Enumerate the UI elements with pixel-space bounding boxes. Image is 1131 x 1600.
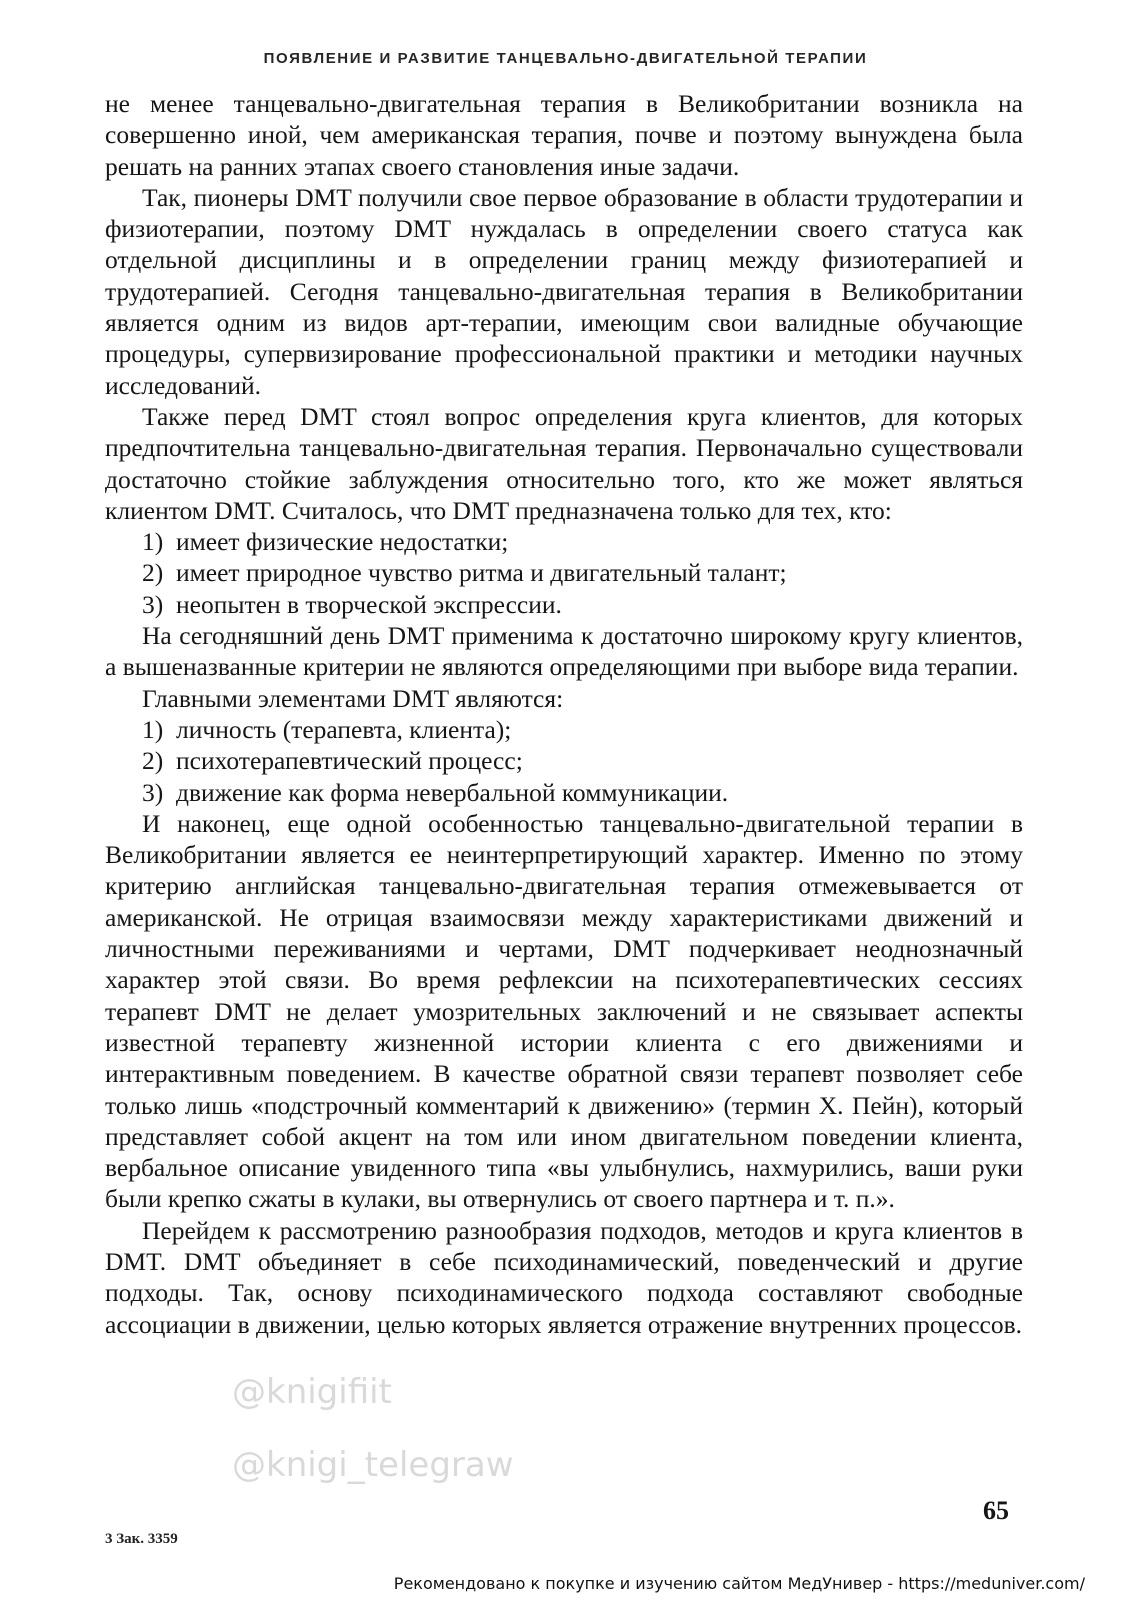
client-criteria-list bbox=[105, 526, 1023, 620]
page-number: 65 bbox=[983, 1496, 1009, 1525]
list-number: 2) bbox=[142, 746, 164, 776]
dmt-elements-list bbox=[105, 714, 1023, 808]
print-code: 3 Зак. 3359 bbox=[105, 1531, 178, 1547]
paragraph-4: На сегодняшний день DMT применима к достаточно широкому кругу клиентов, а вышеназванные критерии не являются определяющими при выборе вида терапии. bbox=[105, 621, 1023, 682]
paragraph-1: не менее танцевально-двигательная терапия в Великобритании возникла на совершенно иной, чем американская терапия, почве и поэтому вынуждена была решать на ранних этапах своего становления иные задачи. bbox=[105, 89, 1023, 181]
list-number: 3) bbox=[142, 589, 164, 619]
list-item bbox=[105, 589, 1023, 620]
list-text: неопытен в творческой экспрессии. bbox=[176, 589, 562, 619]
list-number: 1) bbox=[142, 714, 164, 744]
list-text: личность (терапевта, клиента); bbox=[176, 714, 512, 744]
list-item bbox=[105, 777, 1023, 808]
main-text bbox=[105, 88, 1023, 1340]
paragraph-7: Перейдем к рассмотрению разнообразия подходов, методов и круга клиентов в DMT. DMT объединяет в себе психодинамический, поведенческий и другие подходы. Так, основу психодинамического подхода составляют свободные ассоциации в движении, целью которых является отражение внутренних процессов. bbox=[105, 1215, 1023, 1339]
list-number: 1) bbox=[142, 527, 164, 557]
list-text: имеет физические недостатки; bbox=[176, 527, 509, 557]
paragraph-5: Главными элементами DMT являются: bbox=[142, 683, 564, 713]
list-text: имеет природное чувство ритма и двигательный талант; bbox=[176, 558, 787, 588]
watermark-text: @knigifiit bbox=[232, 1372, 392, 1412]
list-item bbox=[105, 714, 1023, 745]
paragraph-2: Так, пионеры DMT получили свое первое образование в области трудотерапии и физиотерапии, поэтому DMT нуждалась в определении своего статуса как отдельной дисциплины и в определении границ между физиотерапией и трудотерапией. Сегодня танцевально-двигательная терапия в Великобритании является одним из видов арт-терапии, имеющим свои валидные обучающие процедуры, супервизирование профессиональной практики и методики научных исследований. bbox=[105, 182, 1023, 400]
recommendation-link[interactable]: Рекомендовано к покупке и изучению сайтом МедУнивер - https://meduniver.com/ bbox=[393, 1574, 1085, 1593]
list-item bbox=[105, 745, 1023, 776]
list-text: психотерапевтический процесс; bbox=[176, 746, 523, 776]
list-number: 2) bbox=[142, 558, 164, 588]
list-text: движение как форма невербальной коммуникации. bbox=[176, 777, 729, 807]
list-number: 3) bbox=[142, 777, 164, 807]
list-item bbox=[105, 557, 1023, 588]
list-item bbox=[105, 526, 1023, 557]
running-title: ПОЯВЛЕНИЕ И РАЗВИТИЕ ТАНЦЕВАЛЬНО-ДВИГАТЕЛЬНОЙ ТЕРАПИИ bbox=[263, 50, 868, 67]
paragraph-3: Также перед DMT стоял вопрос определения круга клиентов, для которых предпочтительна танцевально-двигательная терапия. Первоначально существовали достаточно стойкие заблуждения относительно того, кто же может являться клиентом DMT. Считалось, что DMT предназначена только для тех, кто: bbox=[105, 401, 1023, 525]
paragraph-6: И наконец, еще одной особенностью танцевально-двигательной терапии в Великобритании является ее неинтерпретирующий характер. Именно по этому критерию английская танцевально-двигательная терапия отмежевывается от американской. Не отрицая взаимосвязи между характеристиками движений и личностными переживаниями и чертами, DMT подчеркивает неоднозначный характер этой связи. Во время рефлексии на психотерапевтических сессиях терапевт DMT не делает умозрительных заключений и не связывает аспекты известной терапевту жизненной истории клиента с его движениями и интерактивным поведением. В качестве обратной связи терапевт позволяет себе только лишь «подстрочный комментарий к движению» (термин Х. Пейн), который представляет собой акцент на том или ином двигательном поведении клиента, вербальное описание увиденного типа «вы улыбнулись, нахмурились, ваши руки были крепко сжаты в кулаки, вы отвернулись от своего партнера и т. п.». bbox=[105, 808, 1023, 1214]
watermark-text: @knigi_telegraw bbox=[232, 1445, 514, 1485]
